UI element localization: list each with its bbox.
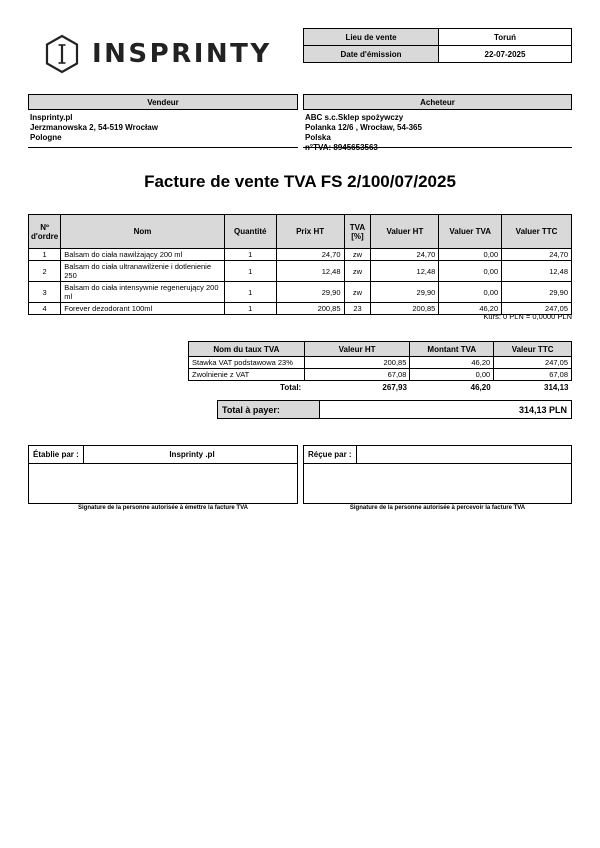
cell-number: 3: [29, 282, 61, 303]
cell-vat-amount: 0,00: [410, 369, 494, 381]
table-row: [29, 282, 572, 303]
col-header-net: Valeur HT: [304, 342, 410, 357]
col-header-quantity: Quantité: [224, 215, 276, 249]
sale-meta-table: [303, 28, 572, 63]
issued-by-label: Établie par :: [29, 446, 84, 463]
issued-by-box: [28, 445, 298, 504]
cell-number: 1: [29, 249, 61, 261]
cell-gross-value: 247,05: [502, 303, 572, 315]
cell-vat-rate: zw: [344, 249, 371, 261]
seller-header: Vendeur: [28, 94, 298, 110]
cell-vat-rate: zw: [344, 282, 371, 303]
col-header-number: Nº d'ordre: [29, 215, 61, 249]
issued-by-caption: Signature de la personne autorisée à émettre la facture TVA: [78, 505, 248, 511]
table-row: [29, 249, 572, 261]
cell-vat-value: 0,00: [439, 249, 502, 261]
total-to-pay: [217, 400, 572, 419]
col-header-gross: Valeur TTC: [494, 342, 572, 357]
seller-block: [30, 113, 296, 143]
cell-quantity: 1: [224, 282, 276, 303]
cell-rate-name: Stawka VAT podstawowa 23%: [189, 357, 305, 369]
total-to-pay-value: 314,13 PLN: [320, 401, 572, 419]
table-row: [29, 261, 572, 282]
cell-net-value: 200,85: [371, 303, 439, 315]
cell-gross-value: 12,48: [502, 261, 572, 282]
cell-vat-rate: 23: [344, 303, 371, 315]
seller-country: Pologne: [30, 133, 62, 142]
cell-gross-value: 24,70: [502, 249, 572, 261]
buyer-vat-number: n°TVA: 8945653563: [305, 143, 378, 152]
date-label: Date d'émission: [304, 46, 439, 63]
cell-vat-value: 0,00: [439, 282, 502, 303]
col-header-net-value: Valuer HT: [371, 215, 439, 249]
received-by-label: Réçue par :: [304, 446, 357, 463]
cell-vat-rate: zw: [344, 261, 371, 282]
cell-name: Forever dezodorant 100ml: [61, 303, 225, 315]
buyer-name: ABC s.c.Sklep spożywczy: [305, 113, 404, 122]
total-label: Total:: [280, 383, 302, 392]
col-header-name: Nom: [61, 215, 225, 249]
cell-price: 24,70: [276, 249, 344, 261]
cell-gross-value: 29,90: [502, 282, 572, 303]
table-row: [189, 357, 572, 369]
cell-name: Balsam do ciała ultranawilżenie i dotlenienie 250: [61, 261, 225, 282]
received-by-box: [303, 445, 572, 504]
place-value: Toruń: [439, 29, 572, 46]
seller-divider: [28, 147, 298, 148]
seller-address: Jerzmanowska 2, 54-519 Wrocław: [30, 123, 158, 132]
cell-name: Balsam do ciała intensywnie regenerujący 200 ml: [61, 282, 225, 303]
col-header-vat-value: Valuer TVA: [439, 215, 502, 249]
place-label: Lieu de vente: [304, 29, 439, 46]
cell-number: 2: [29, 261, 61, 282]
items-header-row: [29, 215, 572, 249]
cell-gross: 247,05: [494, 357, 572, 369]
col-header-vat-rate: TVA [%]: [344, 215, 371, 249]
cell-net-value: 29,90: [371, 282, 439, 303]
table-row: [189, 369, 572, 381]
cell-quantity: 1: [224, 249, 276, 261]
date-value: 22-07-2025: [439, 46, 572, 63]
brand-logo: [44, 34, 272, 74]
col-header-vat-amount: Montant TVA: [410, 342, 494, 357]
cell-quantity: 1: [224, 303, 276, 315]
cell-vat-value: 46,20: [439, 303, 502, 315]
cell-net-value: 24,70: [371, 249, 439, 261]
cell-vat-value: 0,00: [439, 261, 502, 282]
total-gross: 314,13: [544, 383, 569, 392]
total-to-pay-label: Total à payer:: [218, 401, 320, 419]
cell-price: 200,85: [276, 303, 344, 315]
total-vat: 46,20: [470, 383, 491, 392]
cell-quantity: 1: [224, 261, 276, 282]
col-header-price: Prix HT: [276, 215, 344, 249]
buyer-address: Polanka 12/6 , Wrocław, 54-365: [305, 123, 422, 132]
issued-by-value: Insprinty .pl: [169, 450, 215, 459]
cell-gross: 67,08: [494, 369, 572, 381]
invoice-title: Facture de vente TVA FS 2/100/07/2025: [144, 172, 456, 191]
cell-name: Balsam do ciała nawilżający 200 ml: [61, 249, 225, 261]
vat-total-row: [189, 381, 572, 394]
logo-hexagon-icon: [44, 34, 80, 74]
items-table: [28, 214, 572, 315]
buyer-divider: [303, 147, 572, 148]
received-by-caption: Signature de la personne autorisée à percevoir la facture TVA: [349, 505, 526, 511]
vat-header-row: [189, 342, 572, 357]
cell-vat-amount: 46,20: [410, 357, 494, 369]
buyer-country: Polska: [305, 133, 331, 142]
exchange-rate-note: Kurs: 0 PLN = 0,0000 PLN: [483, 312, 572, 321]
cell-price: 29,90: [276, 282, 344, 303]
cell-price: 12,48: [276, 261, 344, 282]
col-header-gross-value: Valuer TTC: [502, 215, 572, 249]
cell-rate-name: Zwolnienie z VAT: [189, 369, 305, 381]
cell-number: 4: [29, 303, 61, 315]
col-header-rate-name: Nom du taux TVA: [189, 342, 305, 357]
cell-net-value: 12,48: [371, 261, 439, 282]
cell-net: 200,85: [304, 357, 410, 369]
cell-net: 67,08: [304, 369, 410, 381]
buyer-header: Acheteur: [303, 94, 572, 110]
total-net: 267,93: [382, 383, 407, 392]
brand-name: INSPRINTY: [92, 39, 272, 69]
seller-name: Insprinty.pl: [30, 113, 73, 122]
vat-summary-table: [188, 341, 572, 393]
